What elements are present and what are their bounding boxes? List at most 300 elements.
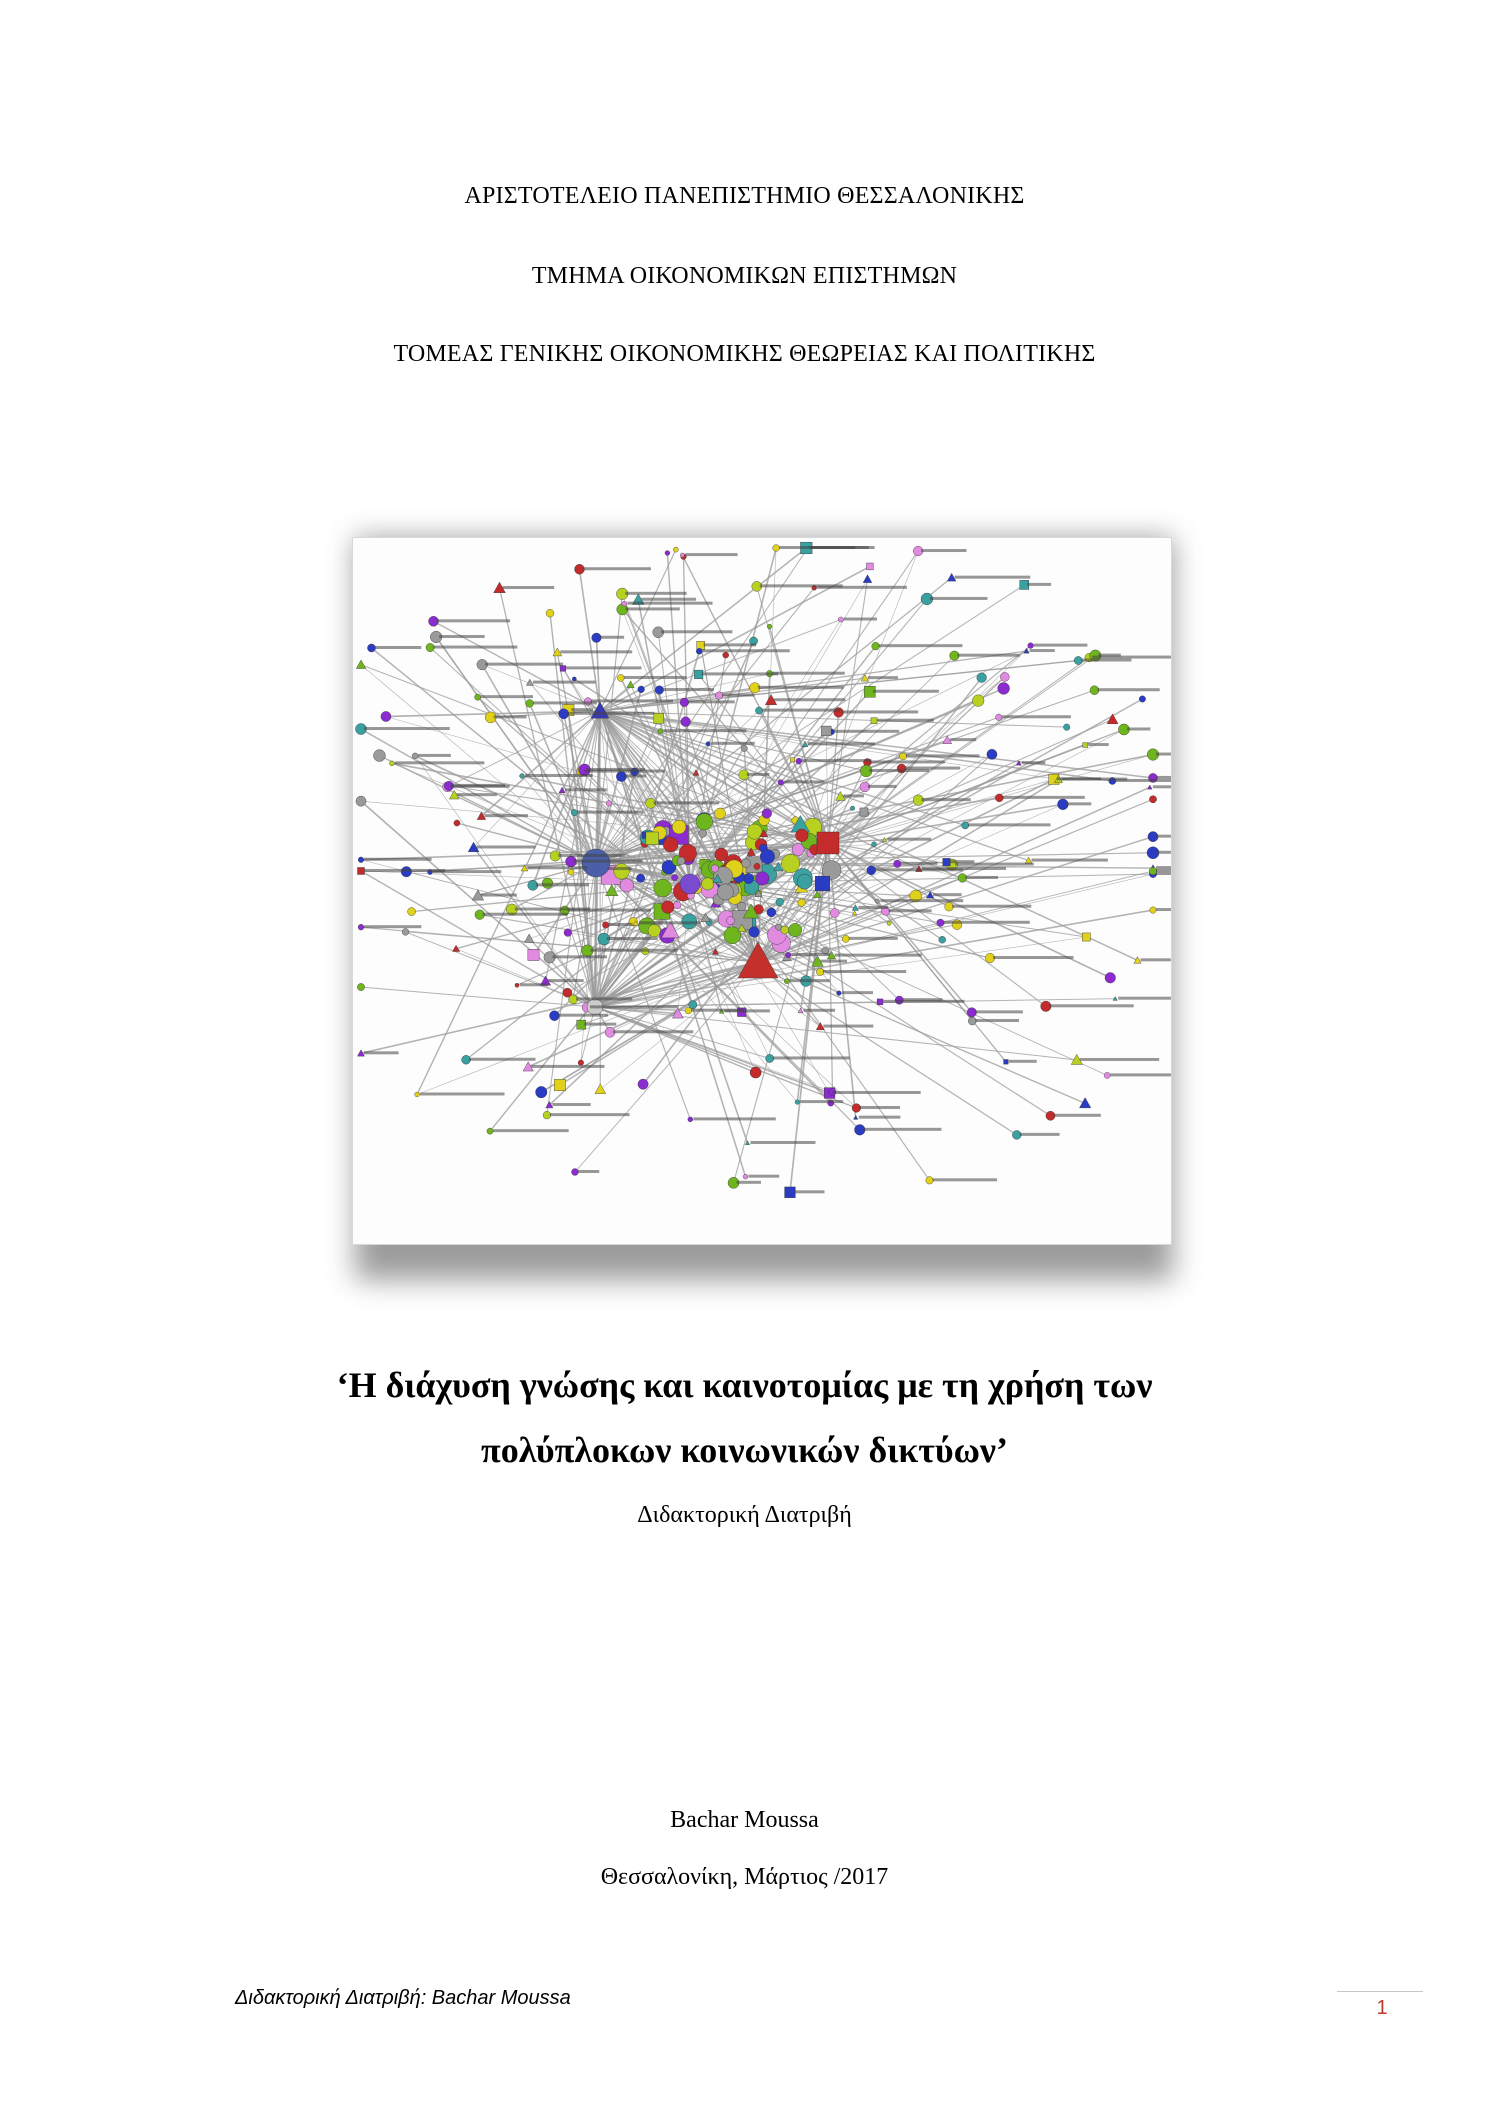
network-node xyxy=(821,726,831,736)
network-node xyxy=(760,849,775,864)
network-node xyxy=(872,642,880,650)
network-node xyxy=(755,707,762,714)
node-label-mark xyxy=(943,921,1029,924)
node-label-mark xyxy=(1027,583,1051,586)
network-node xyxy=(798,899,806,907)
network-node xyxy=(356,796,366,806)
node-label-mark xyxy=(879,644,963,647)
network-node xyxy=(655,686,663,694)
network-node xyxy=(998,682,1010,694)
node-label-mark xyxy=(1156,753,1171,756)
network-node xyxy=(743,873,753,883)
division-name: ΤΟΜΕΑΣ ΓΕΝΙΚΗΣ ΟΙΚΟΝΟΜΙΚΗΣ ΘΕΩΡΕΙΑΣ ΚΑΙ ΠΟΛΙΤΙΚΗΣ xyxy=(393,341,1096,367)
network-node xyxy=(715,808,726,819)
node-label-mark xyxy=(1002,715,1071,718)
network-node xyxy=(415,1092,420,1097)
network-node xyxy=(658,729,663,734)
network-node xyxy=(830,908,839,917)
node-label-mark xyxy=(503,586,555,589)
network-node xyxy=(646,832,659,845)
node-label-mark xyxy=(590,949,677,952)
network-node xyxy=(743,1174,748,1179)
network-node xyxy=(696,813,713,830)
network-node xyxy=(962,822,969,829)
network-node xyxy=(571,809,577,815)
node-label-mark xyxy=(364,727,450,730)
network-graph-svg xyxy=(353,538,1171,1244)
network-node xyxy=(636,874,645,883)
node-label-mark xyxy=(902,998,942,1001)
network-node xyxy=(784,979,789,984)
node-label-mark xyxy=(833,1091,921,1094)
node-label-mark xyxy=(790,979,830,982)
network-node xyxy=(977,673,987,683)
node-label-mark xyxy=(737,1181,761,1184)
node-label-mark xyxy=(747,773,770,776)
node-label-mark xyxy=(842,710,918,713)
network-node xyxy=(715,848,728,861)
network-node xyxy=(815,876,830,891)
node-label-mark xyxy=(565,788,607,791)
node-label-mark xyxy=(627,602,712,605)
network-node xyxy=(543,1111,551,1119)
network-node xyxy=(671,874,677,880)
node-label-mark xyxy=(364,925,421,928)
network-node xyxy=(1083,743,1088,748)
network-node xyxy=(677,857,685,865)
node-label-mark xyxy=(515,908,591,911)
node-label-mark xyxy=(843,794,864,797)
network-node xyxy=(767,624,772,629)
network-node xyxy=(792,843,804,855)
university-name: ΑΡΙΣΤΟΤΕΛΕΙΟ ΠΑΝΕΠΙΣΤΗΜΙΟ ΘΕΣΣΑΛΟΝΙΚΗΣ xyxy=(464,183,1025,209)
node-label-mark xyxy=(955,576,1031,579)
network-node xyxy=(673,547,678,552)
node-label-mark xyxy=(609,923,633,926)
node-label-mark xyxy=(485,663,563,666)
network-node xyxy=(756,872,769,885)
node-label-mark xyxy=(774,698,845,701)
node-label-mark xyxy=(751,1141,816,1144)
network-node xyxy=(526,700,534,708)
network-node xyxy=(838,617,843,622)
node-label-mark xyxy=(588,768,645,771)
node-label-mark xyxy=(1061,778,1127,781)
node-label-mark xyxy=(625,607,679,610)
node-label-mark xyxy=(762,709,840,712)
node-label-mark xyxy=(525,774,593,777)
node-label-mark xyxy=(849,937,898,940)
node-label-mark xyxy=(704,643,757,646)
node-label-mark xyxy=(880,899,963,902)
node-label-mark xyxy=(1009,1060,1037,1063)
node-label-mark xyxy=(823,970,906,973)
node-label-mark xyxy=(608,867,632,870)
node-label-mark xyxy=(873,690,939,693)
node-label-mark xyxy=(870,760,944,763)
network-node xyxy=(995,794,1003,802)
node-label-mark xyxy=(582,567,650,570)
thesis-title-line-2: πολύπλοκων κοινωνικών δικτύων’ xyxy=(481,1430,1008,1470)
node-label-mark xyxy=(420,1092,504,1095)
network-node xyxy=(742,859,751,868)
node-label-mark xyxy=(661,630,732,633)
network-node xyxy=(987,749,997,759)
network-node xyxy=(943,858,951,866)
document-type: Διδακτορική Διατριβή xyxy=(637,1502,852,1528)
node-label-mark xyxy=(975,1019,1019,1022)
node-label-mark xyxy=(859,1116,901,1119)
network-node xyxy=(622,601,627,606)
node-label-mark xyxy=(1156,872,1171,875)
node-label-mark xyxy=(802,759,872,762)
node-label-mark xyxy=(613,1030,693,1033)
network-node xyxy=(781,926,789,934)
node-label-mark xyxy=(533,701,597,704)
node-label-mark xyxy=(779,546,855,549)
node-label-mark xyxy=(477,845,536,848)
node-label-mark xyxy=(591,699,673,702)
network-node xyxy=(560,666,566,672)
network-node xyxy=(638,686,645,693)
node-label-mark xyxy=(533,681,596,684)
network-node xyxy=(866,563,873,570)
network-node xyxy=(454,820,460,826)
network-node xyxy=(715,692,723,700)
node-label-mark xyxy=(691,1009,743,1012)
node-label-mark xyxy=(1098,654,1120,657)
node-label-mark xyxy=(773,672,845,675)
node-label-mark xyxy=(1022,761,1046,764)
network-node xyxy=(817,832,839,854)
network-node xyxy=(554,1079,565,1090)
node-label-mark xyxy=(702,649,789,652)
network-node xyxy=(1105,973,1116,984)
node-label-mark xyxy=(590,1005,678,1008)
network-node xyxy=(877,999,883,1005)
node-label-mark xyxy=(868,676,898,679)
network-node xyxy=(661,901,674,914)
node-label-mark xyxy=(1081,659,1131,662)
network-node xyxy=(781,854,799,872)
node-label-mark xyxy=(439,635,485,638)
network-node xyxy=(995,714,1001,720)
node-label-mark xyxy=(922,867,1006,870)
network-node xyxy=(696,648,702,654)
network-node xyxy=(1082,933,1090,941)
node-label-mark xyxy=(952,905,1031,908)
node-label-mark xyxy=(863,1128,942,1131)
network-node xyxy=(389,761,394,766)
node-label-mark xyxy=(749,1175,780,1178)
node-label-mark xyxy=(364,1051,399,1054)
node-label-mark xyxy=(550,1113,630,1116)
node-label-mark xyxy=(1049,1004,1134,1007)
node-label-mark xyxy=(553,955,607,958)
network-node xyxy=(749,927,760,938)
node-label-mark xyxy=(868,785,897,788)
network-node xyxy=(1063,724,1070,731)
node-label-mark xyxy=(1030,649,1055,652)
node-label-mark xyxy=(481,894,517,897)
network-node xyxy=(408,908,416,916)
network-node xyxy=(747,824,762,839)
node-label-mark xyxy=(494,715,527,718)
network-node xyxy=(1149,796,1156,803)
node-label-mark xyxy=(784,780,825,783)
network-node xyxy=(685,1007,692,1014)
node-label-mark xyxy=(395,761,484,764)
network-node xyxy=(762,809,772,819)
network-node xyxy=(741,745,747,751)
network-node xyxy=(614,864,630,880)
network-node xyxy=(572,1169,579,1176)
node-label-mark xyxy=(968,823,1050,826)
network-node xyxy=(1079,1098,1090,1108)
node-label-mark xyxy=(933,1178,998,1181)
network-node xyxy=(1104,1072,1110,1078)
network-node xyxy=(900,753,907,760)
network-node xyxy=(654,879,672,897)
network-node xyxy=(850,806,854,810)
node-label-mark xyxy=(711,742,755,745)
node-label-mark xyxy=(574,860,642,863)
footer-text: Διδακτορική Διατριβή: Bachar Moussa xyxy=(235,1987,571,2009)
network-node xyxy=(871,718,877,724)
network-node xyxy=(595,1084,606,1094)
node-label-mark xyxy=(1127,727,1150,730)
node-label-mark xyxy=(571,708,593,711)
network-node xyxy=(717,884,733,900)
node-label-mark xyxy=(820,960,847,963)
network-node xyxy=(723,652,729,658)
network-node xyxy=(358,924,364,930)
node-label-mark xyxy=(702,672,778,675)
network-node xyxy=(767,908,776,917)
network-node xyxy=(357,867,364,874)
node-label-mark xyxy=(1156,835,1171,838)
network-node xyxy=(367,644,375,652)
network-node xyxy=(546,609,554,617)
network-node xyxy=(711,865,718,872)
node-label-mark xyxy=(1140,958,1170,961)
network-node xyxy=(699,829,707,837)
node-label-mark xyxy=(566,666,641,669)
node-label-mark xyxy=(950,738,976,741)
network-node xyxy=(860,808,868,816)
node-label-mark xyxy=(662,688,714,691)
node-label-mark xyxy=(949,860,974,863)
node-label-mark xyxy=(791,953,829,956)
network-node xyxy=(1139,696,1145,702)
network-node xyxy=(887,921,891,925)
network-node xyxy=(766,1054,774,1062)
network-node xyxy=(786,952,791,957)
network-node xyxy=(1150,907,1156,913)
footer-rule xyxy=(1337,1991,1423,1992)
network-node xyxy=(773,545,780,552)
node-label-mark xyxy=(1118,997,1171,1000)
network-node xyxy=(790,758,794,762)
network-edge xyxy=(417,711,600,1094)
network-node xyxy=(1028,643,1034,649)
network-node xyxy=(568,869,574,875)
node-label-mark xyxy=(375,646,422,649)
node-label-mark xyxy=(527,866,587,869)
network-node xyxy=(894,860,901,867)
network-node xyxy=(663,837,678,852)
network-node xyxy=(648,924,661,937)
node-label-mark xyxy=(1032,859,1108,862)
network-node xyxy=(795,1100,800,1105)
network-node xyxy=(797,874,812,889)
node-label-mark xyxy=(578,1170,599,1173)
node-label-mark xyxy=(1156,851,1171,854)
node-label-mark xyxy=(760,584,843,587)
network-node xyxy=(697,641,705,649)
node-label-mark xyxy=(693,1117,775,1120)
node-label-mark xyxy=(1110,1073,1171,1076)
network-node xyxy=(681,717,691,727)
network-node xyxy=(674,901,682,909)
node-label-mark xyxy=(560,650,632,653)
network-node xyxy=(520,774,525,779)
node-label-mark xyxy=(549,979,584,982)
network-node xyxy=(564,929,572,937)
node-label-mark xyxy=(552,1103,590,1106)
node-label-mark xyxy=(1156,866,1171,869)
network-node xyxy=(750,1067,761,1078)
network-node xyxy=(688,1117,693,1122)
node-label-mark xyxy=(567,712,655,715)
network-node xyxy=(939,936,946,943)
network-node xyxy=(778,780,784,786)
node-label-mark xyxy=(921,549,966,552)
node-label-mark xyxy=(1080,1058,1159,1061)
network-node xyxy=(654,713,664,723)
node-label-mark xyxy=(584,1023,616,1026)
node-label-mark xyxy=(800,1100,843,1103)
network-node xyxy=(515,983,519,987)
node-label-mark xyxy=(858,906,888,909)
node-label-mark xyxy=(993,956,1073,959)
network-node xyxy=(572,677,576,681)
network-node xyxy=(875,899,879,903)
network-node xyxy=(1074,656,1082,664)
node-label-mark xyxy=(1088,743,1109,746)
network-node xyxy=(854,1115,858,1119)
node-label-mark xyxy=(484,814,528,817)
node-label-mark xyxy=(1156,908,1171,911)
node-label-mark xyxy=(452,784,505,787)
page-number: 1 xyxy=(1376,1997,1388,2019)
node-label-mark xyxy=(869,769,929,772)
network-node xyxy=(872,842,877,847)
node-label-mark xyxy=(933,893,961,896)
network-node xyxy=(665,551,670,556)
network-node xyxy=(606,801,612,807)
network-node xyxy=(694,670,703,679)
network-node xyxy=(638,1079,648,1089)
network-node xyxy=(373,750,385,762)
node-label-mark xyxy=(481,695,533,698)
node-label-mark xyxy=(1066,802,1091,805)
network-node xyxy=(528,949,539,960)
network-node xyxy=(1107,714,1118,724)
node-label-mark xyxy=(1153,785,1171,788)
node-label-mark xyxy=(576,997,632,1000)
node-label-mark xyxy=(722,694,754,697)
network-node xyxy=(861,674,868,681)
network-edge xyxy=(361,801,595,1007)
node-label-mark xyxy=(921,798,970,801)
network-node xyxy=(726,917,734,925)
node-label-mark xyxy=(1156,869,1171,872)
node-label-mark xyxy=(877,719,934,722)
network-node xyxy=(524,934,533,942)
node-label-mark xyxy=(536,883,589,886)
network-node xyxy=(796,758,802,764)
network-node xyxy=(426,643,434,651)
network-node xyxy=(816,968,823,975)
node-label-mark xyxy=(900,862,937,865)
network-node xyxy=(412,753,418,759)
network-node xyxy=(788,923,801,936)
network-node xyxy=(796,829,809,842)
network-node xyxy=(356,660,366,669)
network-node xyxy=(972,695,984,707)
network-node xyxy=(680,874,700,894)
node-label-mark xyxy=(493,1129,569,1132)
node-label-mark xyxy=(835,730,900,733)
network-node xyxy=(754,863,760,869)
node-label-mark xyxy=(859,1106,900,1109)
node-label-mark xyxy=(1053,1114,1100,1117)
node-label-mark xyxy=(433,646,517,649)
network-node xyxy=(542,878,553,889)
network-node xyxy=(842,935,849,942)
place-and-date: Θεσσαλονίκη, Μάρτιος /2017 xyxy=(600,1864,889,1890)
node-label-mark xyxy=(624,676,687,679)
network-node xyxy=(672,820,686,834)
network-node xyxy=(1000,672,1009,681)
network-node xyxy=(702,878,714,890)
node-label-mark xyxy=(577,811,643,814)
node-label-mark xyxy=(823,1025,873,1028)
network-node xyxy=(1148,785,1152,789)
thesis-title-line-1: ‘Η διάχυση γνώσης και καινοτομίας με τη χρήση των xyxy=(336,1365,1153,1405)
network-node xyxy=(1004,1060,1009,1065)
node-label-mark xyxy=(520,983,548,986)
network-node xyxy=(536,1086,547,1097)
node-label-mark xyxy=(641,598,696,601)
node-label-mark xyxy=(418,754,451,757)
node-label-mark xyxy=(685,553,737,556)
node-label-mark xyxy=(687,700,734,703)
network-node xyxy=(706,742,710,746)
network-node xyxy=(475,694,481,700)
network-node xyxy=(837,991,842,996)
network-node xyxy=(1149,867,1157,875)
node-label-mark xyxy=(773,1056,850,1059)
network-node xyxy=(863,575,872,583)
node-label-mark xyxy=(1156,776,1171,779)
node-label-mark xyxy=(793,1190,825,1193)
node-label-mark xyxy=(889,909,932,912)
node-label-mark xyxy=(639,921,701,924)
network-node xyxy=(402,929,409,936)
network-graph-figure xyxy=(352,537,1172,1245)
